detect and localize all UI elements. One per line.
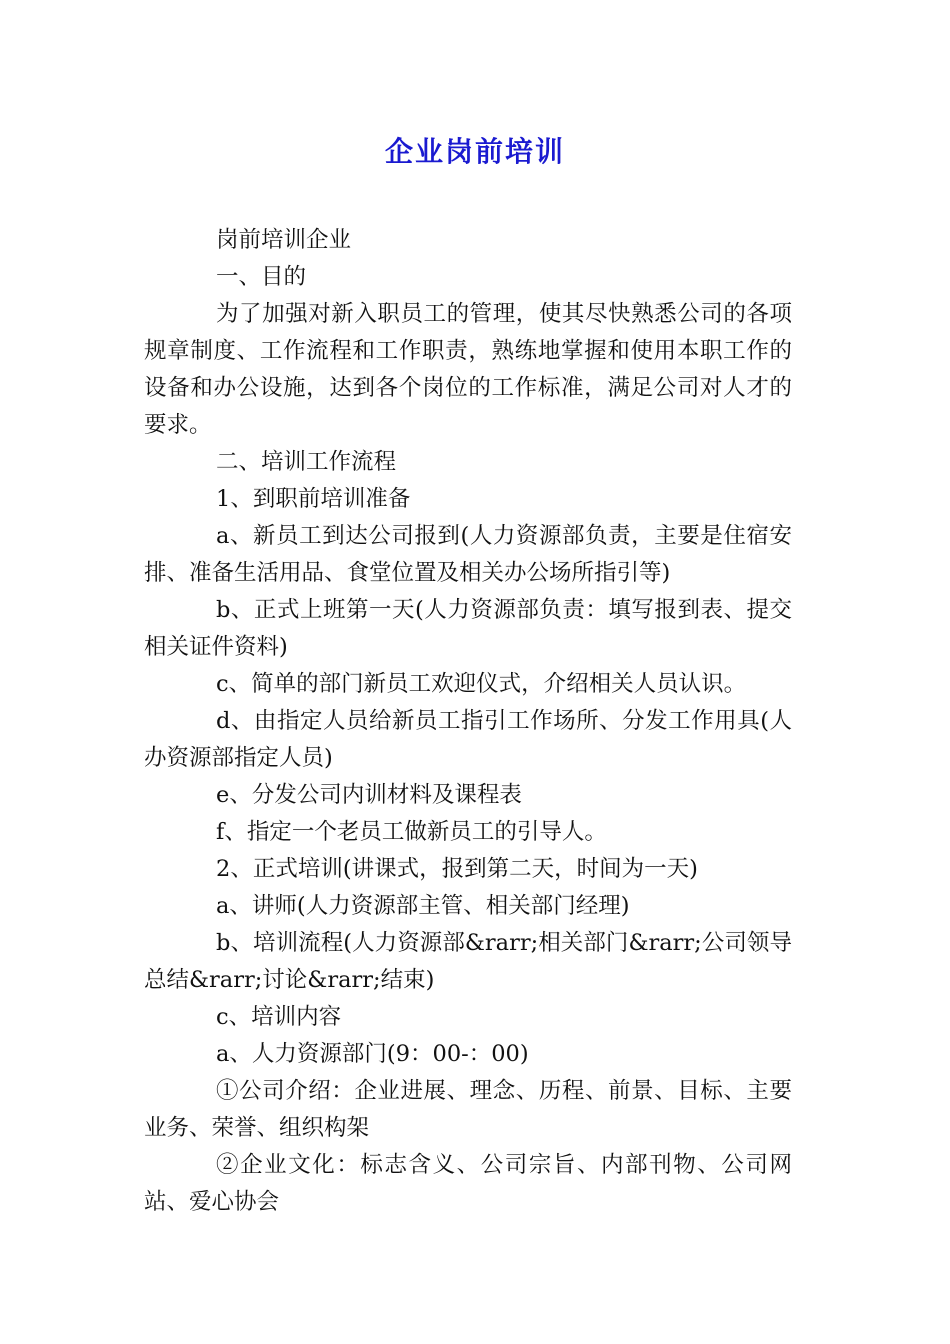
paragraph: a、人力资源部门(9：00-：00) [216,1041,529,1067]
paragraph: a、讲师(人力资源部主管、相关部门经理) [216,893,630,919]
paragraph: d、由指定人员给新员工指引工作场所、分发工作用具(人办资源部指定人员) [144,708,792,771]
paragraph: c、简单的部门新员工欢迎仪式，介绍相关人员认识。 [216,671,747,697]
document-body [144,222,792,1221]
paragraph: ②企业文化：标志含义、公司宗旨、内部刊物、公司网站、爱心协会 [144,1152,792,1215]
paragraph: f、指定一个老员工做新员工的引导人。 [216,819,607,845]
paragraph: 二、培训工作流程 [216,449,397,475]
paragraph: c、培训内容 [216,1004,342,1030]
paragraph: 2、正式培训(讲课式，报到第二天，时间为一天) [216,856,698,882]
paragraph: b、培训流程(人力资源部&rarr;相关部门&rarr;公司领导总结&rarr;讨论&rarr;结束) [144,930,792,993]
paragraph: 为了加强对新入职员工的管理，使其尽快熟悉公司的各项规章制度、工作流程和工作职责，熟练地掌握和使用本职工作的设备和办公设施，达到各个岗位的工作标准，满足公司对人才的要求。 [144,301,792,438]
paragraph: b、正式上班第一天(人力资源部负责：填写报到表、提交相关证件资料) [144,597,792,660]
paragraph: 岗前培训企业 [216,227,352,253]
document-title: 企业岗前培训 [384,135,565,168]
paragraph: ①公司介绍：企业进展、理念、历程、前景、目标、主要业务、荣誉、组织构架 [144,1078,792,1141]
paragraph: 1、到职前培训准备 [216,486,411,512]
paragraph: 一、目的 [216,264,307,290]
paragraph: a、新员工到达公司报到(人力资源部负责，主要是住宿安排、准备生活用品、食堂位置及相关办公场所指引等) [144,523,792,586]
paragraph: e、分发公司内训材料及课程表 [216,782,522,808]
